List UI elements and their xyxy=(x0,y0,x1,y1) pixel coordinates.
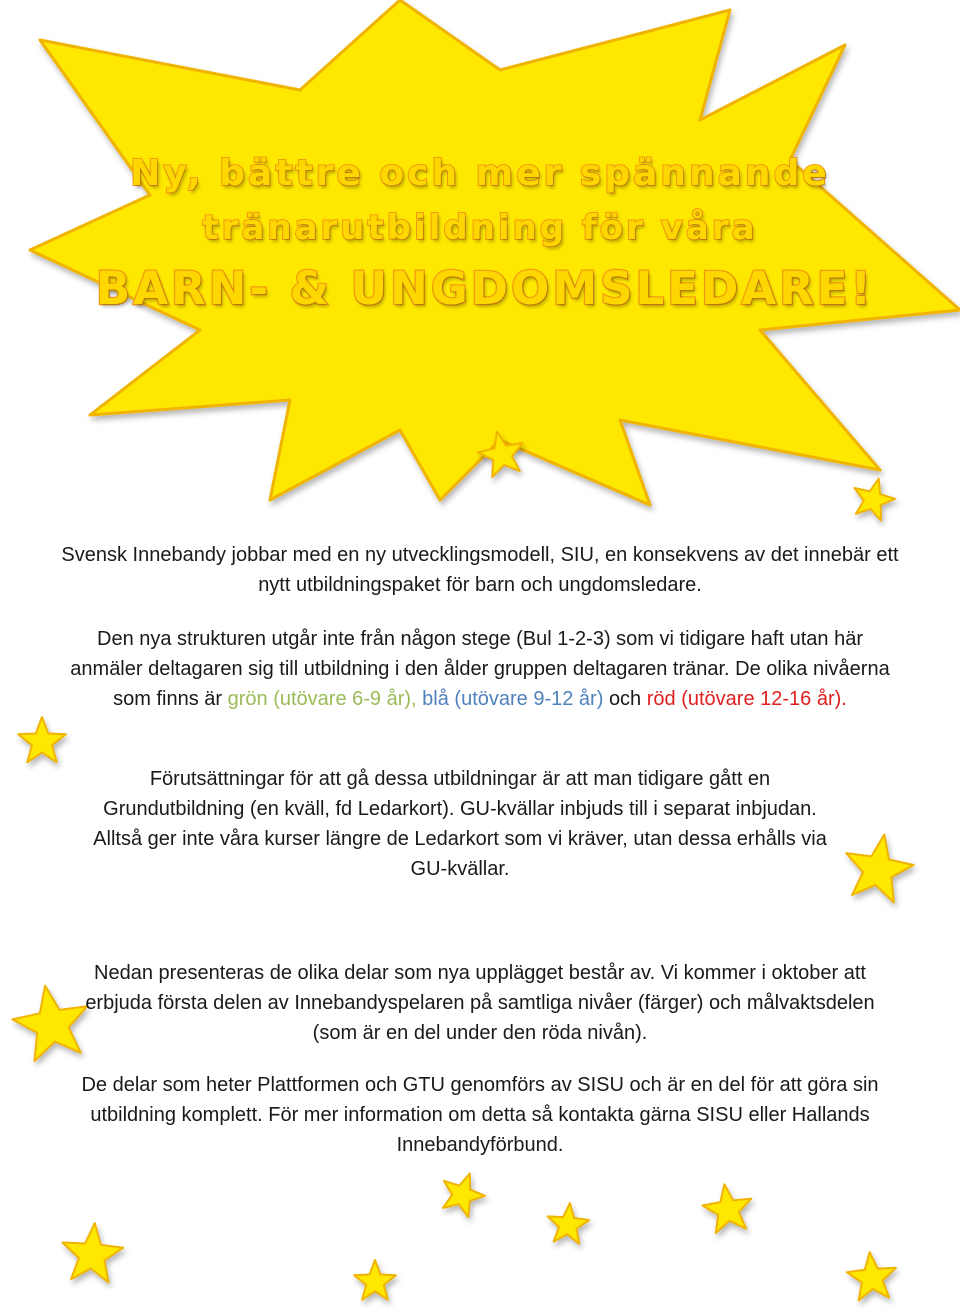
presentation-paragraph: Nedan presenteras de olika delar som nya upplägget består av. Vi kommer i oktober att erbjuda första delen av Innebandyspelaren på samtliga nivåer (färger) och målvaktsdelen (som är en del under den röda nivån). xyxy=(85,962,875,1044)
requirements-paragraph: Förutsättningar för att gå dessa utbildningar är att man tidigare gått en Grundutbildning (en kväll, fd Ledarkort). GU-kvällar inbjuds till i separat inbjudan. Alltså ger inte våra kurser längre de Ledarkort som vi kräver, utan dessa erhålls via GU-kvällar. xyxy=(93,768,827,880)
star-icon xyxy=(847,1252,896,1300)
level-green-text: grön (utövare 6-9 år), xyxy=(227,688,417,710)
level-red-text: röd (utövare 12-16 år). xyxy=(646,688,847,710)
starburst-shape xyxy=(30,0,960,505)
big-starburst xyxy=(30,0,960,505)
star-icon xyxy=(548,1203,590,1244)
star-icon xyxy=(18,717,66,762)
star-icon xyxy=(443,1173,485,1217)
star-icon xyxy=(354,1260,396,1300)
intro-paragraph: Svensk Innebandy jobbar med en ny utvecklingsmodell, SIU, en konsekvens av det innebär ett nytt utbildningspaket för barn och ungdomsledare. xyxy=(61,544,899,596)
star-icon xyxy=(702,1184,751,1233)
structure-paragraph xyxy=(70,624,890,714)
star-icon xyxy=(63,1223,124,1282)
heading-line-1: Ny, bättre och mer spännande xyxy=(130,153,830,194)
level-blue-text: blå (utövare 9-12 år) xyxy=(422,688,604,710)
och-text: och xyxy=(608,688,642,710)
star-icon xyxy=(855,479,896,521)
star-icon xyxy=(846,835,913,903)
heading-line-2: tränarutbildning för våra xyxy=(202,208,758,248)
star-icon xyxy=(12,986,87,1061)
heading-line-3: BARN- & UNGDOMSLEDARE! xyxy=(95,262,875,315)
structure-lead-text: Den nya strukturen utgår inte från någon stege (Bul 1-2-3) som vi tidigare haft utan här anmäler deltagaren sig till utbildning i den ålder gruppen deltagaren tränar. De olika nivåerna som finns är xyxy=(70,628,890,710)
contact-paragraph: De delar som heter Plattformen och GTU genomförs av SISU och är en del för att göra sin utbildning komplett. För mer information om detta så kontakta gärna SISU eller Hallands Innebandyförbund. xyxy=(81,1074,879,1156)
